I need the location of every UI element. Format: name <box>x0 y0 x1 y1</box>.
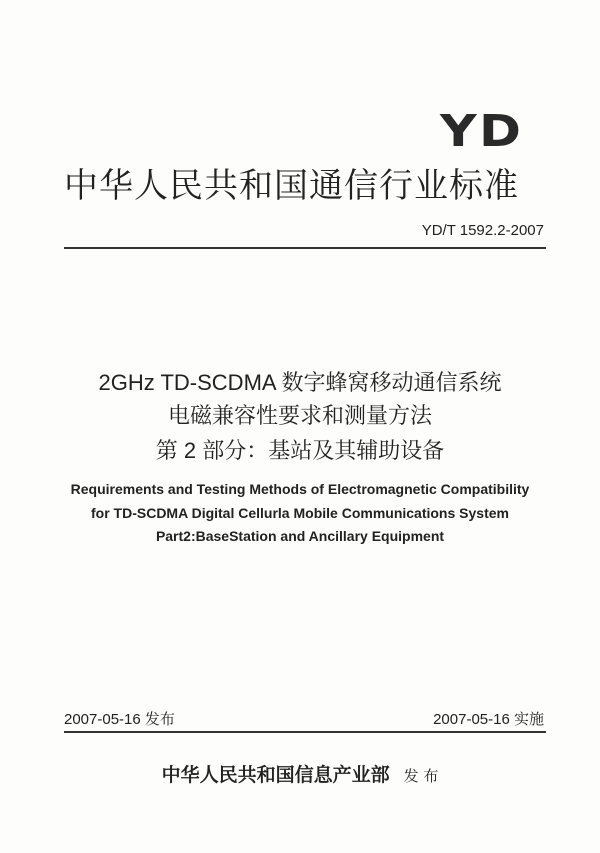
title-en-line-1: Requirements and Testing Methods of Electromagnetic Compatibility <box>70 481 530 497</box>
title-cn-line-1: 2GHz TD-SCDMA 数字蜂窝移动通信系统 <box>98 370 502 395</box>
title-en-line-2: for TD-SCDMA Digital Cellurla Mobile Communications System <box>91 505 509 521</box>
title-cn-line-2: 电磁兼容性要求和测量方法 <box>167 403 432 428</box>
header-divider <box>64 247 546 249</box>
publisher-name: 中华人民共和国信息产业部 <box>161 764 390 786</box>
standard-title: 中华人民共和国通信行业标准 <box>64 167 519 205</box>
publisher <box>0 760 600 787</box>
implementation-date: 2007-05-16 实施 <box>433 711 544 728</box>
title-cn-line-3: 第 2 部分：基站及其辅助设备 <box>155 438 445 463</box>
publish-date: 2007-05-16 发布 <box>64 711 175 728</box>
yd-logo: YD <box>440 106 524 157</box>
title-en-line-3: Part2:BaseStation and Ancillary Equipment <box>155 528 445 544</box>
publisher-action: 发 布 <box>403 767 439 785</box>
standard-code: YD/T 1592.2-2007 <box>421 222 544 239</box>
footer-divider <box>64 731 546 733</box>
